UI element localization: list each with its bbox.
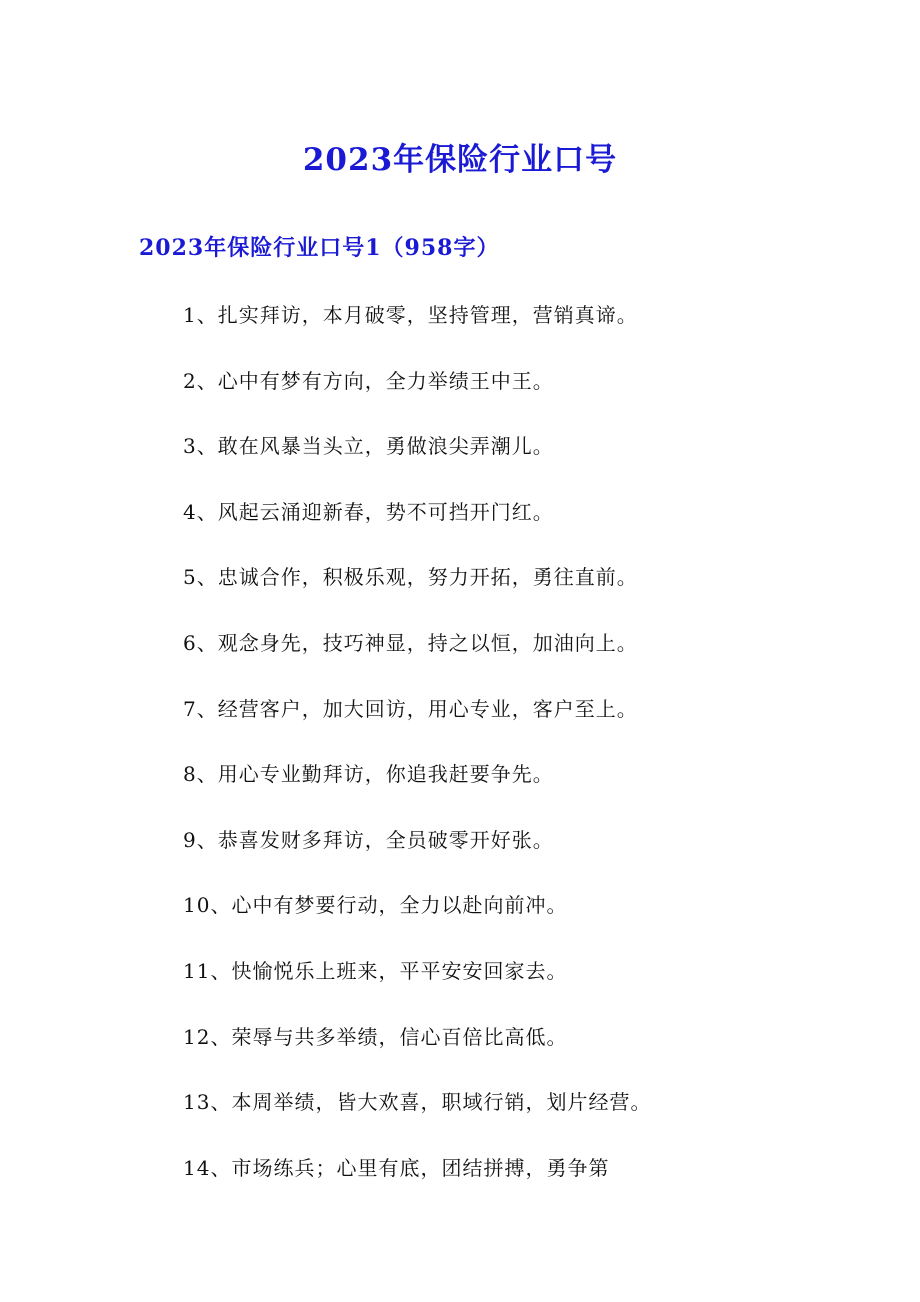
slogan-item: 14、市场练兵；心里有底，团结拼搏，勇争第: [183, 1155, 610, 1180]
slogan-item: 7、经营客户，加大回访，用心专业，客户至上。: [183, 696, 638, 721]
slogan-item: 13、本周举绩，皆大欢喜，职域行销，划片经营。: [183, 1090, 652, 1115]
slogan-item: 12、荣辱与共多举绩，信心百倍比高低。: [183, 1024, 568, 1049]
slogan-item: 8、用心专业勤拜访，你追我赶要争先。: [183, 762, 554, 787]
slogan-item: 4、风起云涌迎新春，势不可挡开门红。: [183, 499, 554, 524]
slogan-item: 3、敢在风暴当头立，勇做浪尖弄潮儿。: [183, 434, 554, 459]
slogan-item: 2、心中有梦有方向，全力举绩王中王。: [183, 368, 554, 393]
slogan-item: 5、忠诚合作，积极乐观，努力开拓，勇往直前。: [183, 565, 638, 590]
slogan-item: 1、扎实拜访，本月破零，坚持管理，营销真谛。: [183, 303, 638, 327]
section-heading: 2023年保险行业口号1（958字）: [139, 235, 500, 261]
slogan-item: 11、快愉悦乐上班来，平平安安回家去。: [183, 958, 568, 983]
slogan-item: 9、恭喜发财多拜访，全员破零开好张。: [183, 827, 554, 852]
document-title: 2023年保险行业口号: [302, 142, 618, 178]
slogan-list: [183, 298, 651, 1216]
slogan-item: 10、心中有梦要行动，全力以赴向前冲。: [183, 893, 568, 918]
slogan-item: 6、观念身先，技巧神显，持之以恒，加油向上。: [183, 630, 638, 655]
